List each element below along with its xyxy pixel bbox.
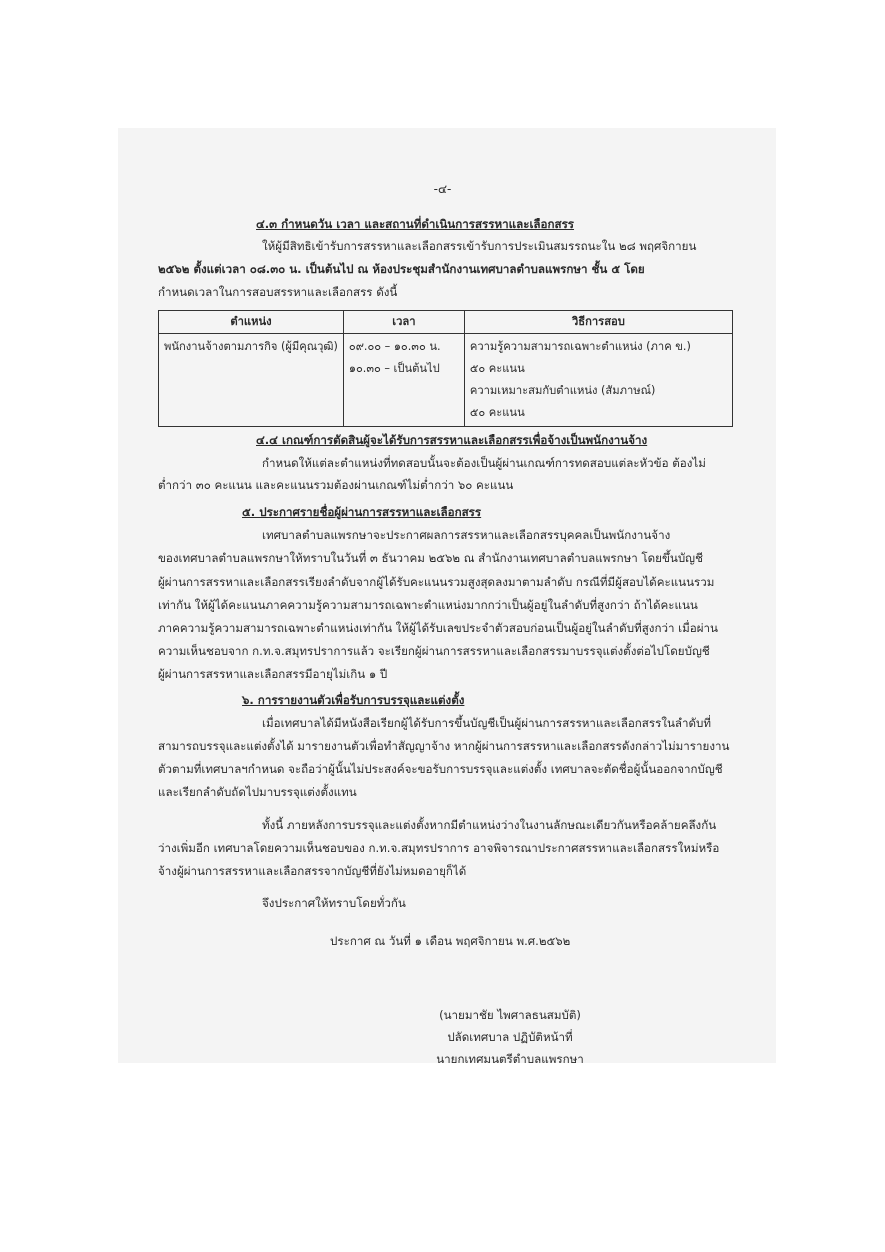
header-position: ตำแหน่ง — [159, 311, 344, 334]
section-4-3-line-2: ๒๕๖๒ ตั้งแต่เวลา ๐๘.๓๐ น. เป็นต้นไป ณ ห้องประชุมสำนักงานเทศบาลตำบลแพรกษา ชั้น ๕ โดย — [158, 262, 645, 276]
header-time: เวลา — [343, 311, 464, 334]
section-5-line-2: ของเทศบาลตำบลแพรกษาให้ทราบในวันที่ ๓ ธันวาคม ๒๕๖๒ ณ สำนักงานเทศบาลตำบลแพรกษา โดยขึ้นบัญชี — [158, 551, 703, 565]
section-6-heading: ๖. การรายงานตัวเพื่อรับการบรรจุและแต่งตั้ง — [242, 693, 465, 707]
section-6-line-4: และเรียกลำดับถัดไปมาบรรจุแต่งตั้งแทน — [158, 785, 357, 799]
cell-method — [464, 334, 732, 427]
header-method: วิธีการสอบ — [464, 311, 732, 334]
signer-name: (นายมาชัย ไพศาลธนสมบัติ) — [439, 1008, 581, 1022]
section-6-extra-line-2: ว่างเพิ่มอีก เทศบาลโดยความเห็นชอบของ ก.ท.จ.สมุทรปราการ อาจพิจารณาประกาศสรรหาและเลือกสรรใหม่หรือ — [158, 841, 720, 855]
method-2: ความเหมาะสมกับตำแหน่ง (สัมภาษณ์) — [469, 384, 656, 397]
table-row — [159, 334, 733, 427]
section-4-3-heading: ๔.๓ กำหนดวัน เวลา และสถานที่ดำเนินการสรรหาและเลือกสรร — [256, 217, 575, 231]
section-6-line-1: เมื่อเทศบาลได้มีหนังสือเรียกผู้ได้รับการขึ้นบัญชีเป็นผู้ผ่านการสรรหาและเลือกสรรในลำดับที่ — [262, 716, 712, 730]
closing-statement: จึงประกาศให้ทราบโดยทั่วกัน — [262, 896, 406, 910]
time-1: ๐๙.๐๐ – ๑๐.๓๐ น. — [348, 340, 441, 353]
section-5-line-1: เทศบาลตำบลแพรกษาจะประกาศผลการสรรหาและเลือกสรรบุคคลเป็นพนักงานจ้าง — [262, 528, 671, 542]
section-4-3-line-3: กำหนดเวลาในการสอบสรรหาและเลือกสรร ดังนี้ — [158, 285, 398, 299]
section-5-line-3: ผู้ผ่านการสรรหาและเลือกสรรเรียงลำดับจากผู้ได้รับคะแนนรวมสูงสุดลงมาตามลำดับ กรณีที่มีผู้สอบได้คะแนนรวม — [158, 575, 715, 589]
announcement-date: ประกาศ ณ วันที่ ๑ เดือน พฤศจิกายน พ.ศ.๒๕๖๒ — [330, 934, 571, 948]
exam-schedule-table — [158, 310, 733, 427]
section-6-line-2: สามารถบรรจุและแต่งตั้งได้ มารายงานตัวเพื่อทำสัญญาจ้าง หากผู้ผ่านการสรรหาและเลือกสรรดังกล่าวไม่มารายงาน — [158, 739, 730, 753]
section-4-4-line-2: ต่ำกว่า ๓๐ คะแนน และคะแนนรวมต้องผ่านเกณฑ์ไม่ต่ำกว่า ๖๐ คะแนน — [158, 478, 514, 492]
method-1-score: ๕๐ คะแนน — [469, 362, 525, 375]
section-5-line-7: ผู้ผ่านการสรรหาและเลือกสรรมีอายุไม่เกิน ๑ ปี — [158, 667, 388, 681]
section-6-line-3: ตัวตามที่เทศบาลฯกำหนด จะถือว่าผู้นั้นไม่ประสงค์จะขอรับการบรรจุและแต่งตั้ง เทศบาลจะตัดชื่อผู้นั้นออกจากบัญชี — [158, 762, 723, 776]
section-6-extra-line-1: ทั้งนี้ ภายหลังการบรรจุและแต่งตั้งหากมีตำแหน่งว่างในงานลักษณะเดียวกันหรือคล้ายคลึงกัน — [262, 818, 717, 832]
cell-time — [343, 334, 464, 427]
section-5-heading: ๕. ประกาศรายชื่อผู้ผ่านการสรรหาและเลือกสรร — [242, 505, 482, 519]
position-text: พนักงานจ้างตามภารกิจ (ผู้มีคุณวุฒิ) — [164, 340, 338, 353]
time-2: ๑๐.๓๐ – เป็นต้นไป — [348, 362, 440, 375]
section-4-4-line-1: กำหนดให้แต่ละตำแหน่งที่ทดสอบนั้นจะต้องเป็นผู้ผ่านเกณฑ์การทดสอบแต่ละหัวข้อ ต้องไม่ — [262, 456, 706, 470]
section-4-4-heading: ๔.๔ เกณฑ์การตัดสินผู้จะได้รับการสรรหาและเลือกสรรเพื่อจ้างเป็นพนักงานจ้าง — [256, 433, 648, 447]
section-4-3-line-1: ให้ผู้มีสิทธิเข้ารับการสรรหาและเลือกสรรเข้ารับการประเมินสมรรถนะใน ๒๘ พฤศจิกายน — [262, 239, 697, 253]
page-number: -๔- — [433, 182, 452, 196]
signer-title-1: ปลัดเทศบาล ปฏิบัติหน้าที่ — [447, 1030, 573, 1044]
section-5-line-4: เท่ากัน ให้ผู้ได้คะแนนภาคความรู้ความสามารถเฉพาะตำแหน่งมากกว่าเป็นผู้อยู่ในลำดับที่สูงกว่า ถ้าได้คะแนน — [158, 598, 698, 612]
section-6-extra-line-3: จ้างผู้ผ่านการสรรหาและเลือกสรรจากบัญชีที่ยังไม่หมดอายุก็ได้ — [158, 864, 467, 878]
cell-position — [159, 334, 344, 427]
section-5-line-6: ความเห็นชอบจาก ก.ท.จ.สมุทรปราการแล้ว จะเรียกผู้ผ่านการสรรหาและเลือกสรรมาบรรจุแต่งตั้งต่อไปโดยบัญชี — [158, 644, 710, 658]
signer-title-2: นายกเทศมนตรีตำบลแพรกษา — [436, 1052, 584, 1066]
method-1: ความรู้ความสามารถเฉพาะตำแหน่ง (ภาค ข.) — [469, 340, 691, 353]
section-5-line-5: ภาคความรู้ความสามารถเฉพาะตำแหน่งเท่ากัน ให้ผู้ได้รับเลขประจำตัวสอบก่อนเป็นผู้อยู่ในลำดับที่สูงกว่า เมื่อผ่าน — [158, 621, 718, 635]
method-2-score: ๕๐ คะแนน — [469, 406, 525, 419]
table-header-row — [159, 311, 733, 334]
